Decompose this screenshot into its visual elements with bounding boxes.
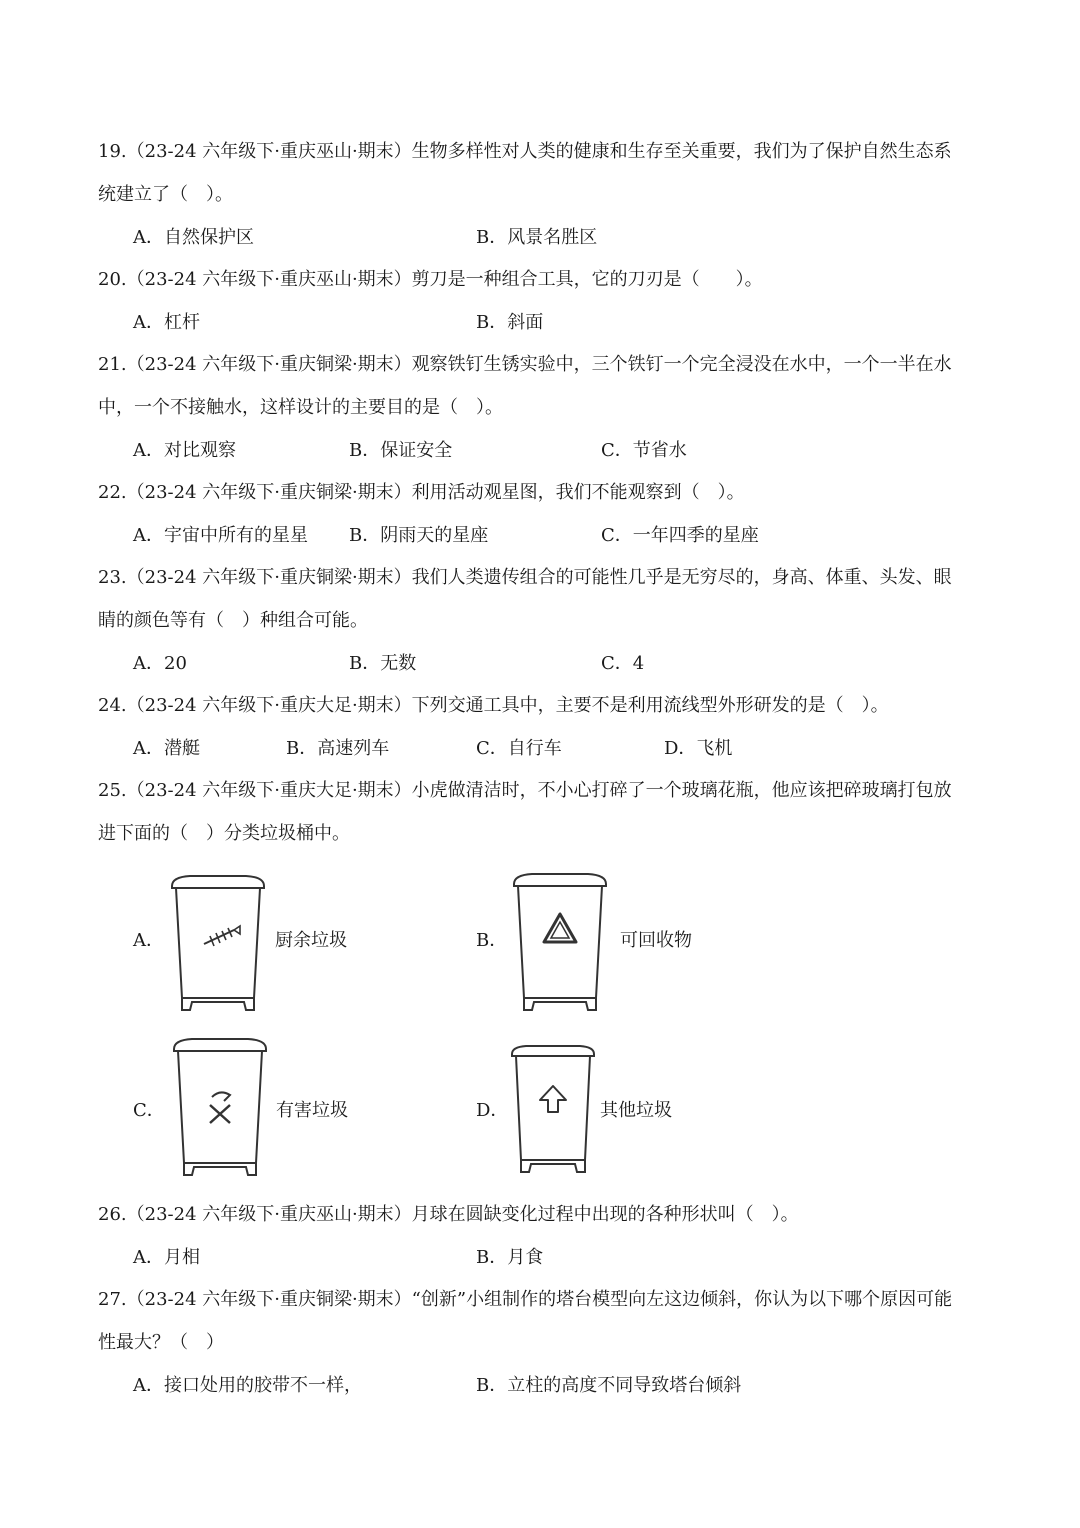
q27-option-a: A．接口处用的胶带不一样， bbox=[133, 1375, 362, 1396]
bin-d-letter: D． bbox=[476, 1100, 509, 1121]
question-20-line-1: 20.（23-24 六年级下·重庆巫山·期末）剪刀是一种组合工具，它的刀刃是（ ）。 bbox=[98, 269, 763, 290]
question-26-line-1: 26.（23-24 六年级下·重庆巫山·期末）月球在圆缺变化过程中出现的各种形状叫（ ）。 bbox=[98, 1204, 799, 1225]
bin-d-caption: 其他垃圾 bbox=[600, 1100, 672, 1121]
q27-option-b: B．立柱的高度不同导致塔台倾斜 bbox=[476, 1375, 742, 1396]
question-25-line-1: 25.（23-24 六年级下·重庆大足·期末）小虎做清洁时，不小心打碎了一个玻璃花瓶，他应该把碎玻璃打包放 bbox=[98, 780, 952, 801]
q21-option-c: C．节省水 bbox=[601, 440, 687, 461]
q22-option-c: C．一年四季的星座 bbox=[601, 525, 759, 546]
q20-option-b: B．斜面 bbox=[476, 312, 544, 333]
q22-option-a: A．宇宙中所有的星星 bbox=[133, 525, 308, 546]
question-24-line-1: 24.（23-24 六年级下·重庆大足·期末）下列交通工具中，主要不是利用流线型外形研发的是（ ）。 bbox=[98, 695, 889, 716]
bin-a-letter: A． bbox=[133, 930, 164, 951]
question-23-line-2: 睛的颜色等有（ ）种组合可能。 bbox=[98, 610, 368, 631]
other-waste-icon bbox=[508, 1040, 598, 1176]
fish-bone-icon bbox=[168, 870, 268, 1014]
question-23-line-1: 23.（23-24 六年级下·重庆铜梁·期末）我们人类遗传组合的可能性几乎是无穷尽的，身高、体重、头发、眼 bbox=[98, 567, 952, 588]
q20-option-a: A．杠杆 bbox=[133, 312, 200, 333]
q26-option-a: A．月相 bbox=[133, 1247, 200, 1268]
q21-option-a: A．对比观察 bbox=[133, 440, 236, 461]
question-27-line-1: 27.（23-24 六年级下·重庆铜梁·期末）“创新”小组制作的塔台模型向左这边倾斜，你认为以下哪个原因可能 bbox=[98, 1289, 953, 1310]
question-19-line-2: 统建立了（ ）。 bbox=[98, 184, 233, 205]
bin-b-caption: 可回收物 bbox=[620, 930, 692, 951]
q24-option-d: D．飞机 bbox=[664, 738, 733, 759]
q23-option-b: B．无数 bbox=[349, 653, 417, 674]
q19-option-a: A．自然保护区 bbox=[133, 227, 254, 248]
question-27-line-2: 性最大？（ ） bbox=[98, 1332, 224, 1353]
q24-option-a: A．潜艇 bbox=[133, 738, 200, 759]
hazard-icon bbox=[170, 1033, 270, 1179]
recycle-icon bbox=[510, 868, 610, 1014]
bin-b-letter: B． bbox=[476, 930, 508, 951]
q21-option-b: B．保证安全 bbox=[349, 440, 453, 461]
bin-a-caption: 厨余垃圾 bbox=[275, 930, 347, 951]
q22-option-b: B．阴雨天的星座 bbox=[349, 525, 489, 546]
question-22-line-1: 22.（23-24 六年级下·重庆铜梁·期末）利用活动观星图，我们不能观察到（ ）。 bbox=[98, 482, 745, 503]
bin-c-letter: C． bbox=[133, 1100, 165, 1121]
question-21-line-2: 中，一个不接触水，这样设计的主要目的是（ ）。 bbox=[98, 397, 503, 418]
q24-option-b: B．高速列车 bbox=[286, 738, 390, 759]
question-25-line-2: 进下面的（ ）分类垃圾桶中。 bbox=[98, 823, 350, 844]
q23-option-c: C．4 bbox=[601, 653, 645, 674]
question-19-line-1: 19.（23-24 六年级下·重庆巫山·期末）生物多样性对人类的健康和生存至关重要，我们为了保护自然生态系 bbox=[98, 141, 952, 162]
bin-c-caption: 有害垃圾 bbox=[276, 1100, 348, 1121]
question-21-line-1: 21.（23-24 六年级下·重庆铜梁·期末）观察铁钉生锈实验中，三个铁钉一个完全浸没在水中，一个一半在水 bbox=[98, 354, 952, 375]
q19-option-b: B．风景名胜区 bbox=[476, 227, 598, 248]
q24-option-c: C．自行车 bbox=[476, 738, 562, 759]
q26-option-b: B．月食 bbox=[476, 1247, 544, 1268]
q23-option-a: A．20 bbox=[133, 653, 187, 674]
